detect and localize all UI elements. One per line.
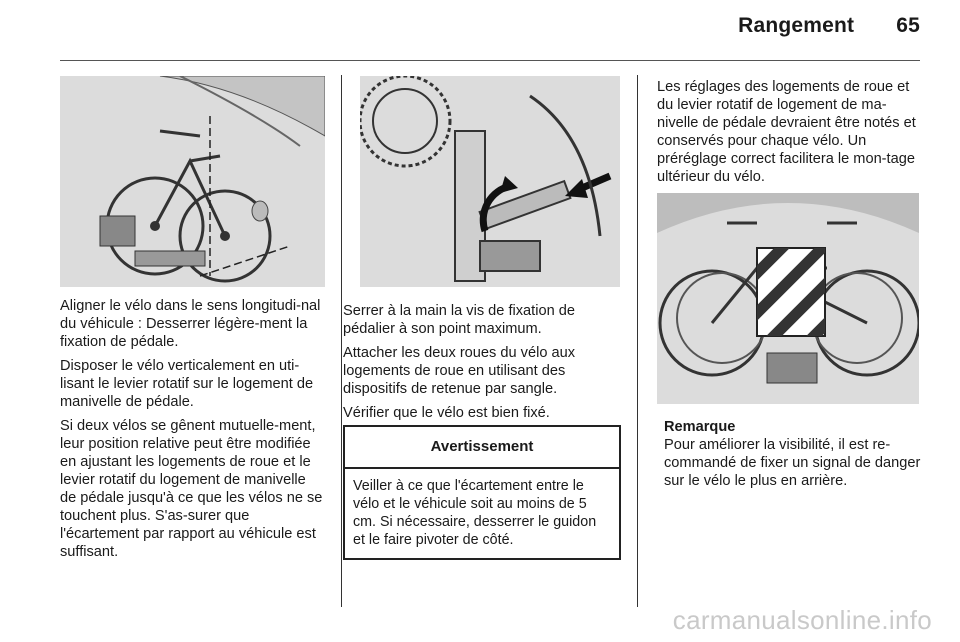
paragraph: Les réglages des logements de roue et du levier rotatif de logement de ma-nivelle de pédale devraient être notés et conservés pour chaque vélo. Un préréglage correct facilitera le mon-tage ultérieur du vélo. xyxy=(657,79,916,185)
note-body: Pour améliorer la visibilité, il est re-commandé de fixer un signal de danger sur le vélo le plus en arrière. xyxy=(664,437,921,489)
header-rule xyxy=(60,60,920,61)
paragraph: Si deux vélos se gênent mutuelle-ment, leur position relative peut être modifiée en ajustant les logements de roue et le levier rotatif du logement de manivelle de pédale jusqu'à ce que les vélos ne se touchent plus. S'as-surer que l'écartement par rapport au véhicule est suffisant. xyxy=(60,418,323,560)
page-number: 65 xyxy=(896,14,920,37)
column-1-text xyxy=(60,297,325,567)
warning-box xyxy=(343,425,621,560)
paragraph: Vérifier que le vélo est bien fixé. xyxy=(343,405,550,421)
figure-pedal-clamp xyxy=(360,76,620,287)
column-divider-2 xyxy=(637,75,638,607)
column-divider-1 xyxy=(341,75,342,607)
pedal-clamp-illustration xyxy=(360,76,620,287)
section-title: Rangement xyxy=(738,14,855,37)
page-header xyxy=(738,14,920,38)
column-3-text xyxy=(657,78,921,192)
paragraph: Serrer à la main la vis de fixation de pédalier à son point maximum. xyxy=(343,303,575,337)
note-title: Remarque xyxy=(664,419,736,435)
paragraph: Aligner le vélo dans le sens longitudi-nal du véhicule : Desserrer légère-ment la fixation de pédale. xyxy=(60,298,321,350)
paragraph: Attacher les deux roues du vélo aux logements de roue en utilisant des dispositifs de retenue par sangle. xyxy=(343,345,576,397)
column-2-text xyxy=(343,302,623,428)
watermark-text: carmanualsonline.info xyxy=(672,605,932,635)
warning-sign-illustration xyxy=(657,193,919,404)
warning-body: Veiller à ce que l'écartement entre le vélo et le véhicule soit au moins de 5 cm. Si nécessaire, desserrer le guidon et le faire pivoter de côté. xyxy=(353,478,597,548)
paragraph: Disposer le vélo verticalement en uti-lisant le levier rotatif sur le logement de manivelle de pédale. xyxy=(60,358,314,410)
bike-alignment-illustration xyxy=(60,76,325,287)
warning-title: Avertissement xyxy=(345,427,619,469)
figure-bike-alignment xyxy=(60,76,325,287)
figure-warning-sign-bikes xyxy=(657,193,919,404)
note-block xyxy=(664,418,924,490)
